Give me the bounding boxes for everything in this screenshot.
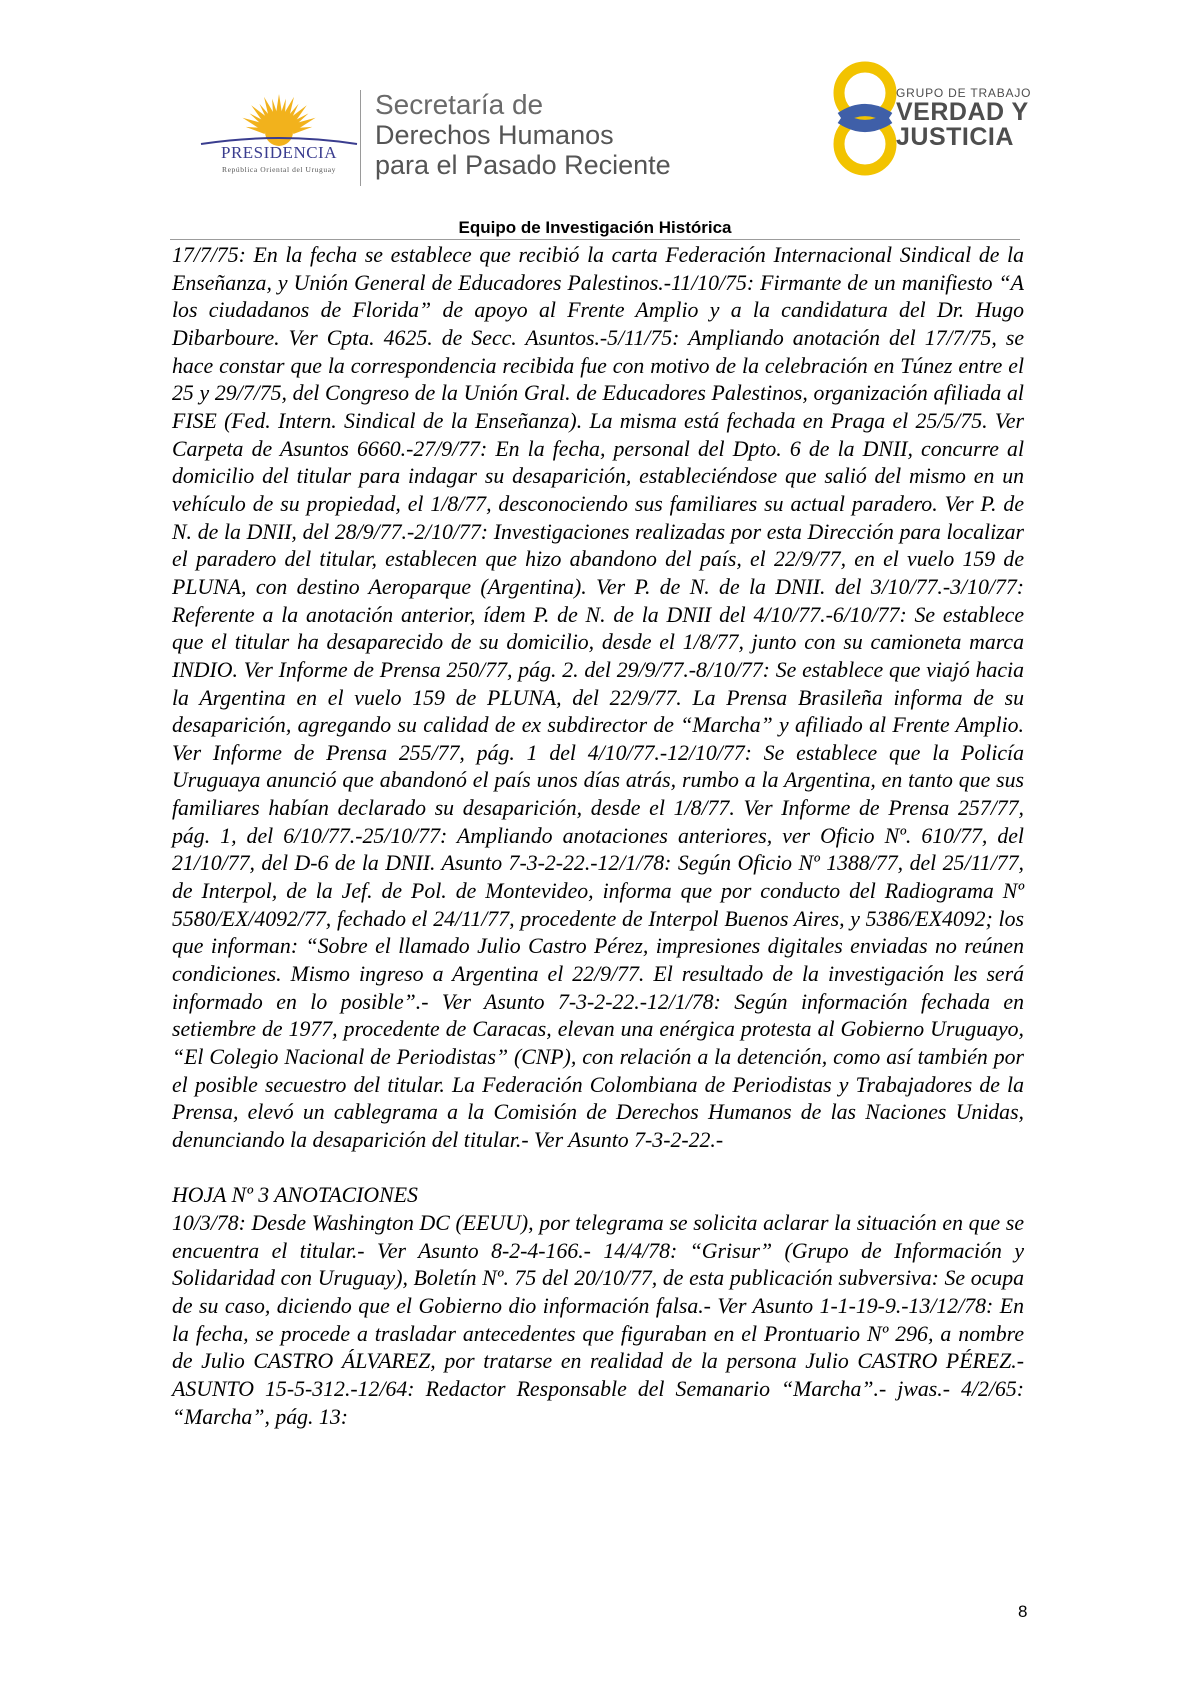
grupo-name-line-1: VERDAD Y <box>896 98 1029 126</box>
document-body <box>172 242 1024 1431</box>
secretaria-line-3: para el Pasado Reciente <box>375 150 671 180</box>
presidencia-title: PRESIDENCIA <box>220 143 337 162</box>
team-title: Equipo de Investigación Histórica <box>458 218 732 237</box>
header-rule <box>170 239 1020 240</box>
verdad-justicia-logo-text <box>896 86 1031 150</box>
annotation-paragraph-2: 10/3/78: Desde Washington DC (EEUU), por telegrama se solicita aclarar la situación en que se encuentra el titular.- Ver Asunto 8-2-4-166.- 14/4/78: “Grisur” (Grupo de Información y Solidaridad con Uruguay), Boletín Nº. 75 del 20/10/77, de esta publicación subversiva: Se ocupa de su caso, diciendo que el Gobierno dio información falsa.- Ver Asunto 1-1-19-9.-13/12/78: En la fecha, se procede a trasladar antecedentes que figuraban en el Prontuario Nº 296, a nombre de Julio CASTRO ÁLVAREZ, por tratarse en realidad de la persona Julio CASTRO PÉREZ.- ASUNTO 15-5-312.-12/64: Redactor Responsable del Semanario “Marcha”.- jwas.- 4/2/65: “Marcha”, pág. 13: <box>172 1210 1024 1429</box>
annotation-paragraph-1: 17/7/75: En la fecha se establece que recibió la carta Federación Internacional Sindical de la Enseñanza, y Unión General de Educadores Palestinos.-11/10/75: Firmante de un manifiesto “A los ciudadanos de Florida” de apoyo al Frente Amplio y a la candidatura del Dr. Hugo Dibarboure. Ver Cpta. 4625. de Secc. Asuntos.-5/11/75: Ampliando anotación del 17/7/75, se hace constar que la correspondencia recibida fue con motivo de la celebración en Túnez entre el 25 y 29/7/75, del Congreso de la Unión Gral. de Educadores Palestinos, organización afiliada al FISE (Fed. Intern. Sindical de la Enseñanza). La misma está fechada en Praga el 25/5/75. Ver Carpeta de Asuntos 6660.-27/9/77: En la fecha, personal del Dpto. 6 de la DNII, concurre al domicilio del titular para indagar su desaparición, estableciéndose que salió del mismo en un vehículo de su propiedad, el 1/8/77, desconociendo sus familiares su actual paradero. Ver P. de N. de la DNII, del 28/9/77.-2/10/77: Investigaciones realizadas por esta Dirección para localizar el paradero del titular, establecen que hizo abandono del país, el 22/9/77, en el vuelo 159 de PLUNA, con destino Aeroparque (Argentina). Ver P. de N. de la DNII. del 3/10/77.-3/10/77: Referente a la anotación anterior, ídem P. de N. de la DNII del 4/10/77.-6/10/77: Se establece que el titular ha desaparecido de su domicilio, desde el 1/8/77, junto con su camioneta marca INDIO. Ver Informe de Prensa 250/77, pág. 2. del 29/9/77.-8/10/77: Se establece que viajó hacia la Argentina en el vuelo 159 de PLUNA, del 22/9/77. La Prensa Brasileña informa de su desaparición, agregando su calidad de ex subdirector de “Marcha” y afiliado al Frente Amplio. Ver Informe de Prensa 255/77, pág. 1 del 4/10/77.-12/10/77: Se establece que la Policía Uruguaya anunció que abandonó el país unos días atrás, rumbo a la Argentina, en tanto que sus familiares habían declarado su desaparición, desde el 1/8/77. Ver Informe de Prensa 257/77, pág. 1, del 6/10/77.-25/10/77: Ampliando anotaciones anteriores, ver Oficio Nº. 610/77, del 21/10/77, del D-6 de la DNII. Asunto 7-3-2-22.-12/1/78: Según Oficio Nº 1388/77, del 25/11/77, de Interpol, de la Jef. de Pol. de Montevideo, informa que por conducto del Radiograma Nº 5580/EX/4092/77, fechado el 24/11/77, procedente de Interpol Buenos Aires, y 5386/EX4092; los que informan: “Sobre el llamado Julio Castro Pérez, impresiones digitales enviadas no reúnen condiciones. Mismo ingreso a Argentina el 22/9/77. El resultado de la investigación les será informado en lo posible”.- Ver Asunto 7-3-2-22.-12/1/78: Según información fechada en setiembre de 1977, procedente de Caracas, elevan una enérgica protesta al Gobierno Uruguayo, “El Colegio Nacional de Periodistas” (CNP), con relación a la detención, como así también por el posible secuestro del titular. La Federación Colombiana de Periodistas y Trabajadores de la Prensa, elevó un cablegrama a la Comisión de Derechos Humanos de las Naciones Unidas, denunciando la desaparición del titular.- Ver Asunto 7-3-2-22.- <box>172 243 1024 1152</box>
secretaria-line-1: Secretaría de <box>375 89 544 120</box>
grupo-label: GRUPO DE TRABAJO <box>896 86 1032 100</box>
page-number: 8 <box>1018 1602 1028 1621</box>
secretaria-logo-text <box>375 90 671 180</box>
grupo-name-line-2: JUSTICIA <box>896 123 1014 151</box>
presidencia-subtitle: República Oriental del Uruguay <box>221 165 336 174</box>
section-heading: HOJA Nº 3 ANOTACIONES <box>172 1183 418 1208</box>
paragraph-spacer <box>172 1155 1024 1183</box>
header-divider <box>360 90 361 186</box>
secretaria-line-2: Derechos Humanos <box>375 120 614 150</box>
